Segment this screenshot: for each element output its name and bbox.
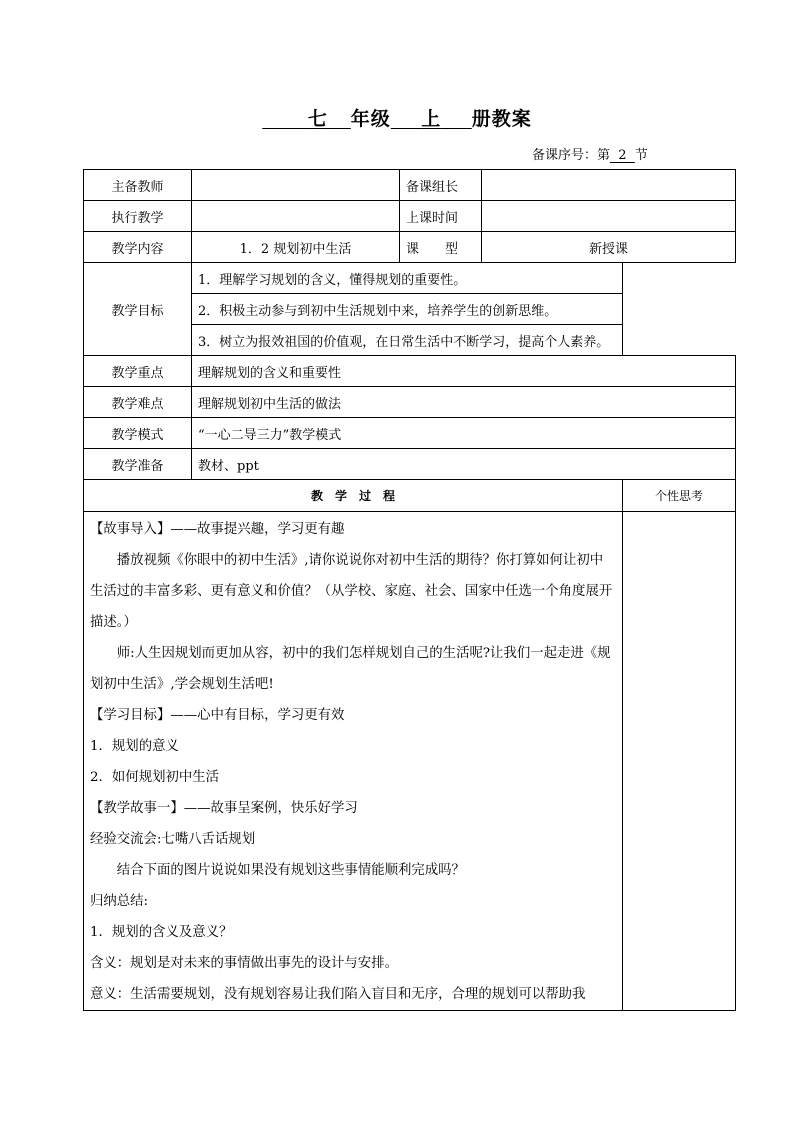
document-title <box>0 104 794 131</box>
process-body <box>84 512 623 1011</box>
paragraph: 归纳总结: <box>90 894 149 909</box>
volume-blank: 上 <box>421 108 442 130</box>
list-item: 1．规划的意义 <box>90 739 179 754</box>
reflection-cell <box>623 512 736 1011</box>
key-point-label: 教学重点 <box>84 356 192 387</box>
class-time-value <box>482 201 736 232</box>
row-key-point <box>84 356 736 387</box>
content-label: 教学内容 <box>84 232 192 263</box>
row-process-header <box>84 480 736 512</box>
paragraph: 含义：规划是对未来的事情做出事先的设计与安排。 <box>90 956 398 971</box>
group-leader-value <box>482 170 736 201</box>
group-leader-label: 备课组长 <box>400 170 482 201</box>
paragraph: 意义：生活需要规划，没有规划容易让我们陷入盲目和无序，合理的规划可以帮助我 <box>90 987 586 1002</box>
row-content <box>84 232 736 263</box>
section-heading: 【学习目标】——心中有目标，学习更有效 <box>90 708 345 723</box>
volume-suffix: 册教案 <box>471 108 532 130</box>
reflection-header: 个性思考 <box>623 480 736 512</box>
difficulty-value: 理解规划初中生活的做法 <box>192 387 736 418</box>
list-item: 2．如何规划初中生活 <box>90 770 220 785</box>
process-header: 教 学 过 程 <box>84 480 623 512</box>
paragraph: 播放视频《你眼中的初中生活》,请你说说你对初中生活的期待？你打算如何让初中生活过的丰富多彩、更有意义和价值？（从学校、家庭、社会、国家中任选一个角度展开描述。） <box>90 553 613 630</box>
prep-value: 教材、ppt <box>192 449 736 480</box>
mode-value: “一心二导三力”教学模式 <box>192 418 736 449</box>
prep-label: 教学准备 <box>84 449 192 480</box>
row-mode <box>84 418 736 449</box>
content-value: 1．2 规划初中生活 <box>192 232 400 263</box>
class-time-label: 上课时间 <box>400 201 482 232</box>
exec-teacher-value <box>192 201 400 232</box>
goals-label: 教学目标 <box>84 263 192 356</box>
goal-item: 2．积极主动参与到初中生活规划中来，培养学生的创新思维。 <box>192 294 623 325</box>
lesson-plan-table <box>83 169 736 1011</box>
grade-blank: 七 <box>307 108 328 130</box>
exec-teacher-label: 执行教学 <box>84 201 192 232</box>
type-label: 课 型 <box>400 232 482 263</box>
main-teacher-label: 主备教师 <box>84 170 192 201</box>
row-goal-1 <box>84 263 736 294</box>
type-value: 新授课 <box>482 232 736 263</box>
difficulty-label: 教学难点 <box>84 387 192 418</box>
list-item: 1．规划的含义及意义？ <box>90 925 233 940</box>
goal-item: 3．树立为报效祖国的价值观，在日常生活中不断学习，提高个人素养。 <box>192 325 623 356</box>
row-prep <box>84 449 736 480</box>
serial-number: 2 <box>618 148 627 163</box>
mode-label: 教学模式 <box>84 418 192 449</box>
main-teacher-value <box>192 170 400 201</box>
lesson-serial: 备课序号：第 2 节 <box>532 148 648 163</box>
row-difficulty <box>84 387 736 418</box>
paragraph: 师:人生因规划而更加从容，初中的我们怎样规划自己的生活呢?让我们一起走进《规划初中生活》,学会规划生活吧! <box>90 646 611 692</box>
section-heading: 【故事导入】——故事提兴趣，学习更有趣 <box>90 522 345 537</box>
row-main-teacher <box>84 170 736 201</box>
key-point-value: 理解规划的含义和重要性 <box>192 356 736 387</box>
row-process-body <box>84 512 736 1011</box>
row-exec-teacher <box>84 201 736 232</box>
section-heading: 【教学故事一】——故事呈案例，快乐好学习 <box>90 801 358 816</box>
paragraph: 结合下面的图片说说如果没有规划这些事情能顺利完成吗？ <box>116 863 465 878</box>
paragraph: 经验交流会:七嘴八舌话规划 <box>90 832 256 847</box>
goal-item: 1．理解学习规划的含义，懂得规划的重要性。 <box>192 263 623 294</box>
grade-suffix: 年级 <box>350 108 391 130</box>
